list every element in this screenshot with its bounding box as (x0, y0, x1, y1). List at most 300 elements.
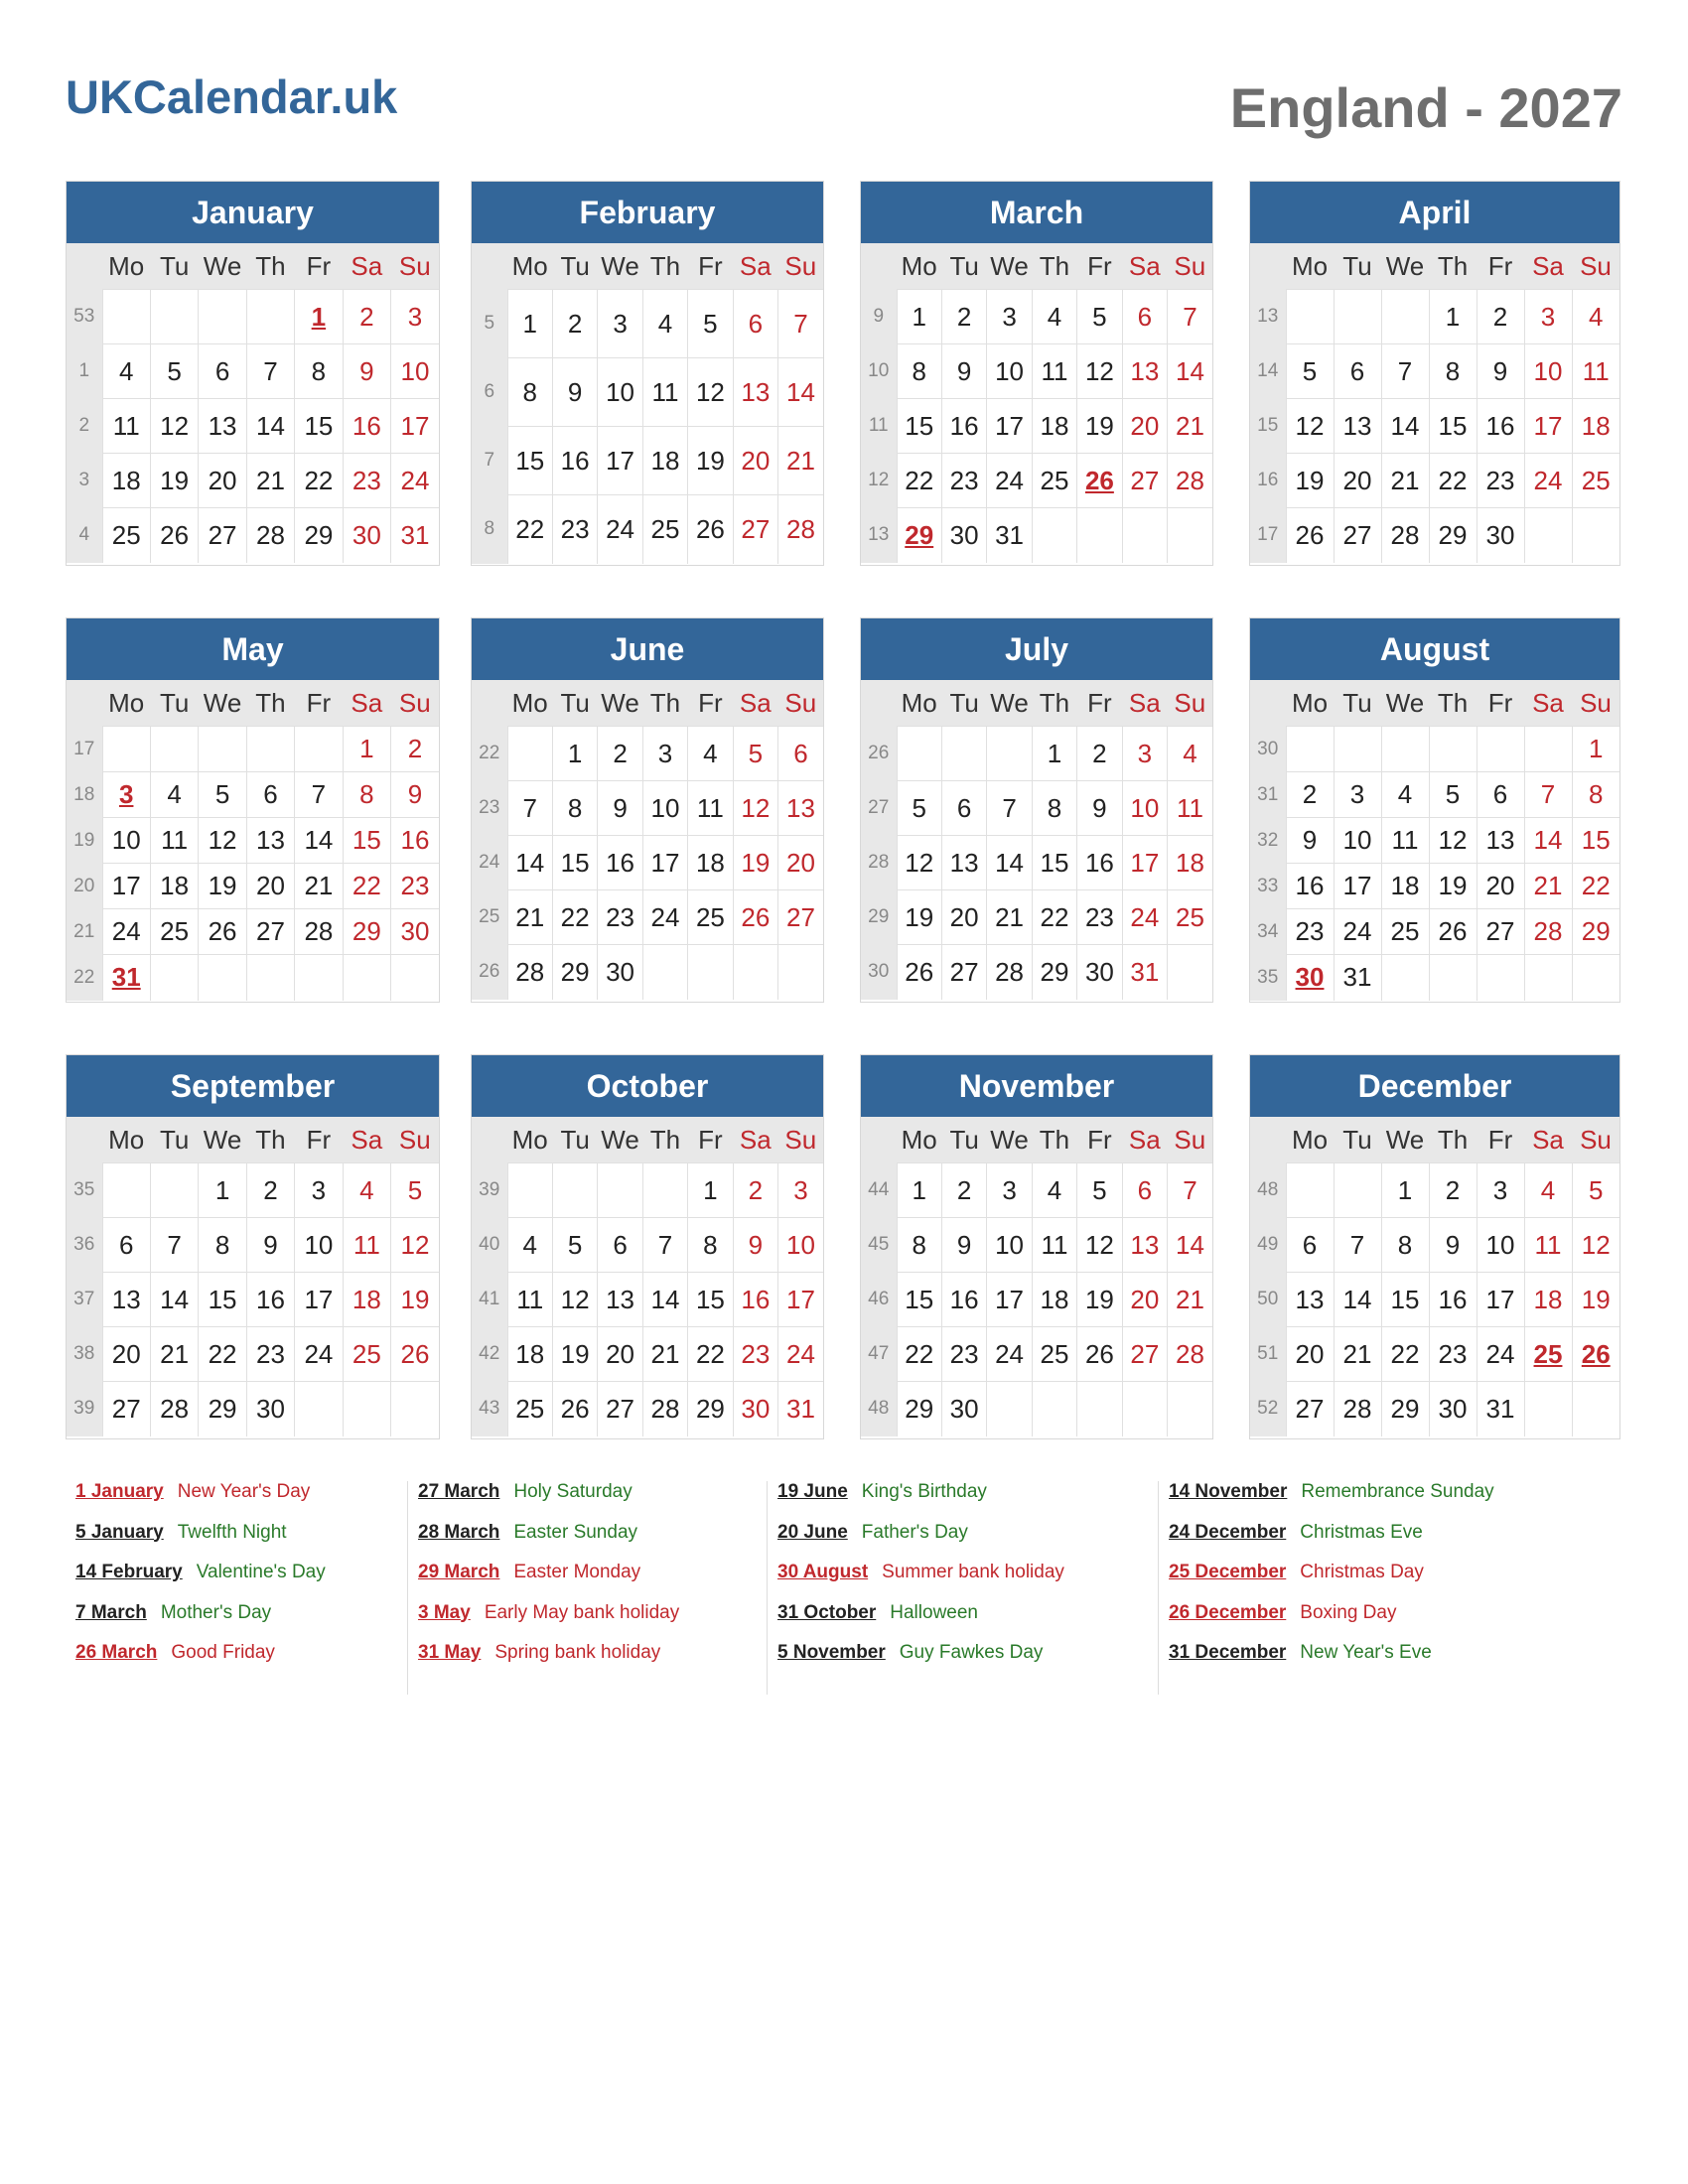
day-cell[interactable]: 12 (1077, 1218, 1122, 1273)
day-cell[interactable]: 8 (343, 772, 390, 818)
day-cell[interactable]: 2 (941, 290, 986, 344)
day-cell[interactable]: 3 (102, 772, 150, 818)
legend-date-link[interactable]: 1 January (75, 1481, 164, 1502)
day-cell[interactable]: 1 (199, 1163, 246, 1218)
day-cell[interactable]: 19 (897, 890, 941, 945)
day-cell[interactable]: 30 (246, 1382, 294, 1436)
day-cell[interactable]: 18 (1381, 864, 1429, 909)
day-cell[interactable]: 1 (1572, 727, 1619, 772)
day-cell[interactable]: 14 (1168, 344, 1212, 399)
day-cell[interactable]: 23 (598, 890, 642, 945)
day-cell[interactable]: 26 (391, 1327, 439, 1382)
day-cell[interactable]: 10 (1477, 1218, 1524, 1273)
day-cell[interactable]: 22 (897, 1327, 941, 1382)
day-cell[interactable]: 28 (1524, 909, 1572, 955)
legend-date-link[interactable]: 7 March (75, 1601, 147, 1623)
day-cell[interactable]: 8 (897, 1218, 941, 1273)
day-cell[interactable]: 23 (391, 864, 439, 909)
day-cell[interactable]: 17 (642, 836, 687, 890)
day-cell[interactable]: 27 (1122, 454, 1167, 508)
day-cell[interactable]: 4 (150, 772, 198, 818)
day-cell[interactable]: 10 (778, 1218, 823, 1273)
day-cell[interactable]: 22 (552, 890, 597, 945)
day-cell[interactable]: 10 (598, 358, 642, 427)
day-cell[interactable]: 15 (688, 1273, 733, 1327)
legend-date-link[interactable]: 26 December (1169, 1601, 1287, 1623)
day-cell[interactable]: 26 (199, 909, 246, 955)
day-cell[interactable]: 8 (1429, 344, 1477, 399)
day-cell[interactable]: 14 (642, 1273, 687, 1327)
day-cell[interactable]: 8 (295, 344, 343, 399)
day-cell[interactable]: 2 (1477, 290, 1524, 344)
day-cell[interactable]: 16 (552, 427, 597, 495)
day-cell[interactable]: 5 (1572, 1163, 1619, 1218)
day-cell[interactable]: 9 (552, 358, 597, 427)
day-cell[interactable]: 17 (778, 1273, 823, 1327)
day-cell[interactable]: 27 (246, 909, 294, 955)
legend-date-link[interactable]: 14 February (75, 1562, 183, 1582)
day-cell[interactable]: 23 (733, 1327, 777, 1382)
legend-date-link[interactable]: 24 December (1169, 1521, 1287, 1543)
day-cell[interactable]: 19 (552, 1327, 597, 1382)
day-cell[interactable]: 6 (199, 344, 246, 399)
day-cell[interactable]: 7 (1334, 1218, 1381, 1273)
day-cell[interactable]: 11 (102, 399, 150, 454)
legend-date-link[interactable]: 20 June (777, 1521, 848, 1543)
day-cell[interactable]: 3 (391, 290, 439, 344)
day-cell[interactable]: 25 (1524, 1327, 1572, 1382)
day-cell[interactable]: 18 (688, 836, 733, 890)
day-cell[interactable]: 14 (1334, 1273, 1381, 1327)
day-cell[interactable]: 30 (1429, 1382, 1477, 1436)
day-cell[interactable]: 16 (246, 1273, 294, 1327)
day-cell[interactable]: 3 (295, 1163, 343, 1218)
day-cell[interactable]: 31 (102, 955, 150, 1001)
day-cell[interactable]: 28 (150, 1382, 198, 1436)
day-cell[interactable]: 26 (688, 495, 733, 564)
day-cell[interactable]: 3 (1334, 772, 1381, 818)
day-cell[interactable]: 1 (295, 290, 343, 344)
day-cell[interactable]: 28 (1334, 1382, 1381, 1436)
day-cell[interactable]: 26 (1077, 454, 1122, 508)
day-cell[interactable]: 14 (507, 836, 552, 890)
day-cell[interactable]: 4 (102, 344, 150, 399)
day-cell[interactable]: 4 (1168, 727, 1212, 781)
day-cell[interactable]: 6 (1122, 290, 1167, 344)
day-cell[interactable]: 1 (688, 1163, 733, 1218)
day-cell[interactable]: 21 (507, 890, 552, 945)
legend-date-link[interactable]: 26 March (75, 1642, 158, 1663)
day-cell[interactable]: 25 (1032, 454, 1076, 508)
day-cell[interactable]: 4 (1381, 772, 1429, 818)
day-cell[interactable]: 7 (1168, 1163, 1212, 1218)
day-cell[interactable]: 5 (1286, 344, 1334, 399)
day-cell[interactable]: 17 (1477, 1273, 1524, 1327)
day-cell[interactable]: 13 (199, 399, 246, 454)
day-cell[interactable]: 21 (778, 427, 823, 495)
day-cell[interactable]: 2 (1077, 727, 1122, 781)
day-cell[interactable]: 12 (552, 1273, 597, 1327)
day-cell[interactable]: 25 (102, 508, 150, 563)
day-cell[interactable]: 11 (507, 1273, 552, 1327)
day-cell[interactable]: 17 (1122, 836, 1167, 890)
day-cell[interactable]: 19 (199, 864, 246, 909)
day-cell[interactable]: 20 (598, 1327, 642, 1382)
day-cell[interactable]: 18 (1524, 1273, 1572, 1327)
day-cell[interactable]: 12 (1429, 818, 1477, 864)
day-cell[interactable]: 28 (1168, 1327, 1212, 1382)
day-cell[interactable]: 6 (1477, 772, 1524, 818)
day-cell[interactable]: 15 (897, 399, 941, 454)
day-cell[interactable]: 2 (1286, 772, 1334, 818)
day-cell[interactable]: 9 (1429, 1218, 1477, 1273)
day-cell[interactable]: 22 (295, 454, 343, 508)
legend-date-link[interactable]: 31 October (777, 1601, 877, 1623)
day-cell[interactable]: 13 (1122, 344, 1167, 399)
day-cell[interactable]: 19 (391, 1273, 439, 1327)
day-cell[interactable]: 23 (941, 454, 986, 508)
day-cell[interactable]: 23 (1077, 890, 1122, 945)
day-cell[interactable]: 10 (987, 344, 1032, 399)
day-cell[interactable]: 13 (733, 358, 777, 427)
day-cell[interactable]: 16 (343, 399, 390, 454)
day-cell[interactable]: 11 (688, 781, 733, 836)
day-cell[interactable]: 18 (1168, 836, 1212, 890)
day-cell[interactable]: 27 (1122, 1327, 1167, 1382)
day-cell[interactable]: 10 (987, 1218, 1032, 1273)
day-cell[interactable]: 28 (246, 508, 294, 563)
day-cell[interactable]: 12 (897, 836, 941, 890)
day-cell[interactable]: 29 (1032, 945, 1076, 1000)
day-cell[interactable]: 30 (1477, 508, 1524, 563)
day-cell[interactable]: 2 (598, 727, 642, 781)
day-cell[interactable]: 3 (778, 1163, 823, 1218)
day-cell[interactable]: 11 (1032, 344, 1076, 399)
day-cell[interactable]: 29 (897, 1382, 941, 1436)
day-cell[interactable]: 18 (343, 1273, 390, 1327)
day-cell[interactable]: 12 (1286, 399, 1334, 454)
day-cell[interactable]: 21 (246, 454, 294, 508)
day-cell[interactable]: 8 (1032, 781, 1076, 836)
day-cell[interactable]: 28 (778, 495, 823, 564)
day-cell[interactable]: 26 (1077, 1327, 1122, 1382)
day-cell[interactable]: 4 (688, 727, 733, 781)
day-cell[interactable]: 25 (1168, 890, 1212, 945)
day-cell[interactable]: 7 (1168, 290, 1212, 344)
day-cell[interactable]: 4 (507, 1218, 552, 1273)
day-cell[interactable]: 11 (1032, 1218, 1076, 1273)
day-cell[interactable]: 14 (246, 399, 294, 454)
day-cell[interactable]: 29 (343, 909, 390, 955)
day-cell[interactable]: 20 (1334, 454, 1381, 508)
day-cell[interactable]: 12 (391, 1218, 439, 1273)
day-cell[interactable]: 16 (733, 1273, 777, 1327)
day-cell[interactable]: 11 (343, 1218, 390, 1273)
day-cell[interactable]: 28 (642, 1382, 687, 1436)
day-cell[interactable]: 1 (897, 290, 941, 344)
day-cell[interactable]: 3 (1477, 1163, 1524, 1218)
day-cell[interactable]: 5 (199, 772, 246, 818)
day-cell[interactable]: 7 (778, 290, 823, 358)
day-cell[interactable]: 4 (1572, 290, 1619, 344)
day-cell[interactable]: 13 (102, 1273, 150, 1327)
day-cell[interactable]: 18 (102, 454, 150, 508)
day-cell[interactable]: 21 (1524, 864, 1572, 909)
day-cell[interactable]: 9 (941, 344, 986, 399)
day-cell[interactable]: 23 (343, 454, 390, 508)
day-cell[interactable]: 26 (150, 508, 198, 563)
day-cell[interactable]: 27 (941, 945, 986, 1000)
day-cell[interactable]: 23 (552, 495, 597, 564)
site-logo-text[interactable]: UKCalendar.uk (66, 70, 398, 123)
day-cell[interactable]: 21 (642, 1327, 687, 1382)
day-cell[interactable]: 23 (1429, 1327, 1477, 1382)
day-cell[interactable]: 9 (391, 772, 439, 818)
day-cell[interactable]: 17 (987, 399, 1032, 454)
day-cell[interactable]: 22 (1381, 1327, 1429, 1382)
legend-date-link[interactable]: 3 May (418, 1601, 471, 1623)
day-cell[interactable]: 25 (1381, 909, 1429, 955)
day-cell[interactable]: 6 (1122, 1163, 1167, 1218)
day-cell[interactable]: 20 (1477, 864, 1524, 909)
day-cell[interactable]: 22 (897, 454, 941, 508)
day-cell[interactable]: 11 (1524, 1218, 1572, 1273)
day-cell[interactable]: 15 (507, 427, 552, 495)
day-cell[interactable]: 5 (1077, 290, 1122, 344)
day-cell[interactable]: 22 (199, 1327, 246, 1382)
day-cell[interactable]: 22 (1429, 454, 1477, 508)
day-cell[interactable]: 25 (642, 495, 687, 564)
day-cell[interactable]: 4 (642, 290, 687, 358)
day-cell[interactable]: 7 (246, 344, 294, 399)
day-cell[interactable]: 17 (295, 1273, 343, 1327)
day-cell[interactable]: 24 (598, 495, 642, 564)
day-cell[interactable]: 20 (1122, 399, 1167, 454)
day-cell[interactable]: 19 (1077, 399, 1122, 454)
day-cell[interactable]: 20 (102, 1327, 150, 1382)
day-cell[interactable]: 27 (778, 890, 823, 945)
day-cell[interactable]: 13 (1477, 818, 1524, 864)
legend-date-link[interactable]: 31 May (418, 1642, 482, 1663)
day-cell[interactable]: 30 (733, 1382, 777, 1436)
day-cell[interactable]: 19 (150, 454, 198, 508)
day-cell[interactable]: 10 (642, 781, 687, 836)
day-cell[interactable]: 21 (1168, 1273, 1212, 1327)
day-cell[interactable]: 12 (1077, 344, 1122, 399)
day-cell[interactable]: 29 (552, 945, 597, 1000)
day-cell[interactable]: 3 (598, 290, 642, 358)
day-cell[interactable]: 28 (1381, 508, 1429, 563)
day-cell[interactable]: 1 (507, 290, 552, 358)
day-cell[interactable]: 16 (598, 836, 642, 890)
legend-date-link[interactable]: 31 December (1169, 1642, 1287, 1663)
day-cell[interactable]: 25 (1572, 454, 1619, 508)
day-cell[interactable]: 1 (552, 727, 597, 781)
legend-date-link[interactable]: 27 March (418, 1481, 500, 1502)
day-cell[interactable]: 23 (246, 1327, 294, 1382)
day-cell[interactable]: 8 (552, 781, 597, 836)
day-cell[interactable]: 24 (987, 454, 1032, 508)
day-cell[interactable]: 21 (987, 890, 1032, 945)
day-cell[interactable]: 20 (941, 890, 986, 945)
day-cell[interactable]: 17 (391, 399, 439, 454)
day-cell[interactable]: 27 (1477, 909, 1524, 955)
day-cell[interactable]: 15 (199, 1273, 246, 1327)
day-cell[interactable]: 3 (642, 727, 687, 781)
day-cell[interactable]: 13 (598, 1273, 642, 1327)
day-cell[interactable]: 14 (987, 836, 1032, 890)
day-cell[interactable]: 24 (1122, 890, 1167, 945)
day-cell[interactable]: 8 (1381, 1218, 1429, 1273)
day-cell[interactable]: 11 (150, 818, 198, 864)
day-cell[interactable]: 13 (1286, 1273, 1334, 1327)
day-cell[interactable]: 12 (199, 818, 246, 864)
day-cell[interactable]: 15 (1572, 818, 1619, 864)
legend-date-link[interactable]: 14 November (1169, 1481, 1288, 1502)
day-cell[interactable]: 25 (507, 1382, 552, 1436)
day-cell[interactable]: 7 (150, 1218, 198, 1273)
day-cell[interactable]: 4 (1032, 1163, 1076, 1218)
day-cell[interactable]: 5 (150, 344, 198, 399)
day-cell[interactable]: 28 (987, 945, 1032, 1000)
legend-date-link[interactable]: 5 November (777, 1642, 886, 1663)
day-cell[interactable]: 13 (941, 836, 986, 890)
day-cell[interactable]: 27 (598, 1382, 642, 1436)
day-cell[interactable]: 22 (507, 495, 552, 564)
day-cell[interactable]: 31 (1477, 1382, 1524, 1436)
day-cell[interactable]: 14 (295, 818, 343, 864)
day-cell[interactable]: 1 (1381, 1163, 1429, 1218)
day-cell[interactable]: 21 (1381, 454, 1429, 508)
day-cell[interactable]: 13 (246, 818, 294, 864)
day-cell[interactable]: 14 (150, 1273, 198, 1327)
day-cell[interactable]: 18 (150, 864, 198, 909)
day-cell[interactable]: 30 (1077, 945, 1122, 1000)
day-cell[interactable]: 26 (552, 1382, 597, 1436)
day-cell[interactable]: 11 (1168, 781, 1212, 836)
day-cell[interactable]: 20 (1122, 1273, 1167, 1327)
day-cell[interactable]: 26 (733, 890, 777, 945)
day-cell[interactable]: 19 (1429, 864, 1477, 909)
day-cell[interactable]: 16 (1286, 864, 1334, 909)
day-cell[interactable]: 26 (1286, 508, 1334, 563)
day-cell[interactable]: 29 (1381, 1382, 1429, 1436)
day-cell[interactable]: 9 (1286, 818, 1334, 864)
day-cell[interactable]: 13 (778, 781, 823, 836)
day-cell[interactable]: 27 (199, 508, 246, 563)
day-cell[interactable]: 21 (150, 1327, 198, 1382)
day-cell[interactable]: 6 (102, 1218, 150, 1273)
day-cell[interactable]: 9 (941, 1218, 986, 1273)
legend-date-link[interactable]: 29 March (418, 1562, 500, 1582)
day-cell[interactable]: 31 (1334, 955, 1381, 1001)
day-cell[interactable]: 21 (295, 864, 343, 909)
day-cell[interactable]: 19 (733, 836, 777, 890)
day-cell[interactable]: 15 (343, 818, 390, 864)
day-cell[interactable]: 5 (733, 727, 777, 781)
day-cell[interactable]: 6 (246, 772, 294, 818)
day-cell[interactable]: 13 (1122, 1218, 1167, 1273)
day-cell[interactable]: 26 (897, 945, 941, 1000)
day-cell[interactable]: 17 (1334, 864, 1381, 909)
legend-date-link[interactable]: 19 June (777, 1481, 848, 1502)
day-cell[interactable]: 12 (733, 781, 777, 836)
day-cell[interactable]: 10 (295, 1218, 343, 1273)
day-cell[interactable]: 25 (688, 890, 733, 945)
day-cell[interactable]: 29 (199, 1382, 246, 1436)
day-cell[interactable]: 30 (941, 1382, 986, 1436)
day-cell[interactable]: 14 (1524, 818, 1572, 864)
day-cell[interactable]: 24 (987, 1327, 1032, 1382)
day-cell[interactable]: 7 (295, 772, 343, 818)
day-cell[interactable]: 16 (1077, 836, 1122, 890)
day-cell[interactable]: 8 (199, 1218, 246, 1273)
day-cell[interactable]: 25 (1032, 1327, 1076, 1382)
day-cell[interactable]: 15 (1381, 1273, 1429, 1327)
day-cell[interactable]: 29 (897, 508, 941, 563)
day-cell[interactable]: 3 (1524, 290, 1572, 344)
day-cell[interactable]: 18 (507, 1327, 552, 1382)
day-cell[interactable]: 17 (102, 864, 150, 909)
day-cell[interactable]: 27 (1334, 508, 1381, 563)
day-cell[interactable]: 17 (1524, 399, 1572, 454)
day-cell[interactable]: 10 (102, 818, 150, 864)
day-cell[interactable]: 2 (1429, 1163, 1477, 1218)
day-cell[interactable]: 31 (987, 508, 1032, 563)
day-cell[interactable]: 12 (688, 358, 733, 427)
day-cell[interactable]: 16 (1429, 1273, 1477, 1327)
day-cell[interactable]: 9 (246, 1218, 294, 1273)
day-cell[interactable]: 29 (688, 1382, 733, 1436)
day-cell[interactable]: 12 (1572, 1218, 1619, 1273)
day-cell[interactable]: 4 (1524, 1163, 1572, 1218)
day-cell[interactable]: 4 (343, 1163, 390, 1218)
day-cell[interactable]: 21 (1334, 1327, 1381, 1382)
day-cell[interactable]: 2 (552, 290, 597, 358)
day-cell[interactable]: 7 (987, 781, 1032, 836)
day-cell[interactable]: 7 (642, 1218, 687, 1273)
day-cell[interactable]: 10 (1334, 818, 1381, 864)
day-cell[interactable]: 24 (642, 890, 687, 945)
day-cell[interactable]: 28 (1168, 454, 1212, 508)
day-cell[interactable]: 30 (391, 909, 439, 955)
day-cell[interactable]: 29 (1429, 508, 1477, 563)
day-cell[interactable]: 24 (1524, 454, 1572, 508)
day-cell[interactable]: 10 (1524, 344, 1572, 399)
day-cell[interactable]: 20 (778, 836, 823, 890)
day-cell[interactable]: 4 (1032, 290, 1076, 344)
day-cell[interactable]: 18 (1572, 399, 1619, 454)
day-cell[interactable]: 25 (150, 909, 198, 955)
day-cell[interactable]: 19 (688, 427, 733, 495)
day-cell[interactable]: 24 (778, 1327, 823, 1382)
day-cell[interactable]: 19 (1077, 1273, 1122, 1327)
legend-date-link[interactable]: 25 December (1169, 1562, 1287, 1582)
day-cell[interactable]: 9 (343, 344, 390, 399)
day-cell[interactable]: 27 (1286, 1382, 1334, 1436)
day-cell[interactable]: 29 (1572, 909, 1619, 955)
day-cell[interactable]: 9 (1477, 344, 1524, 399)
day-cell[interactable]: 8 (1572, 772, 1619, 818)
day-cell[interactable]: 24 (391, 454, 439, 508)
legend-date-link[interactable]: 30 August (777, 1562, 869, 1582)
day-cell[interactable]: 11 (642, 358, 687, 427)
day-cell[interactable]: 2 (343, 290, 390, 344)
day-cell[interactable]: 19 (1286, 454, 1334, 508)
legend-date-link[interactable]: 5 January (75, 1521, 164, 1543)
day-cell[interactable]: 6 (941, 781, 986, 836)
day-cell[interactable]: 20 (246, 864, 294, 909)
